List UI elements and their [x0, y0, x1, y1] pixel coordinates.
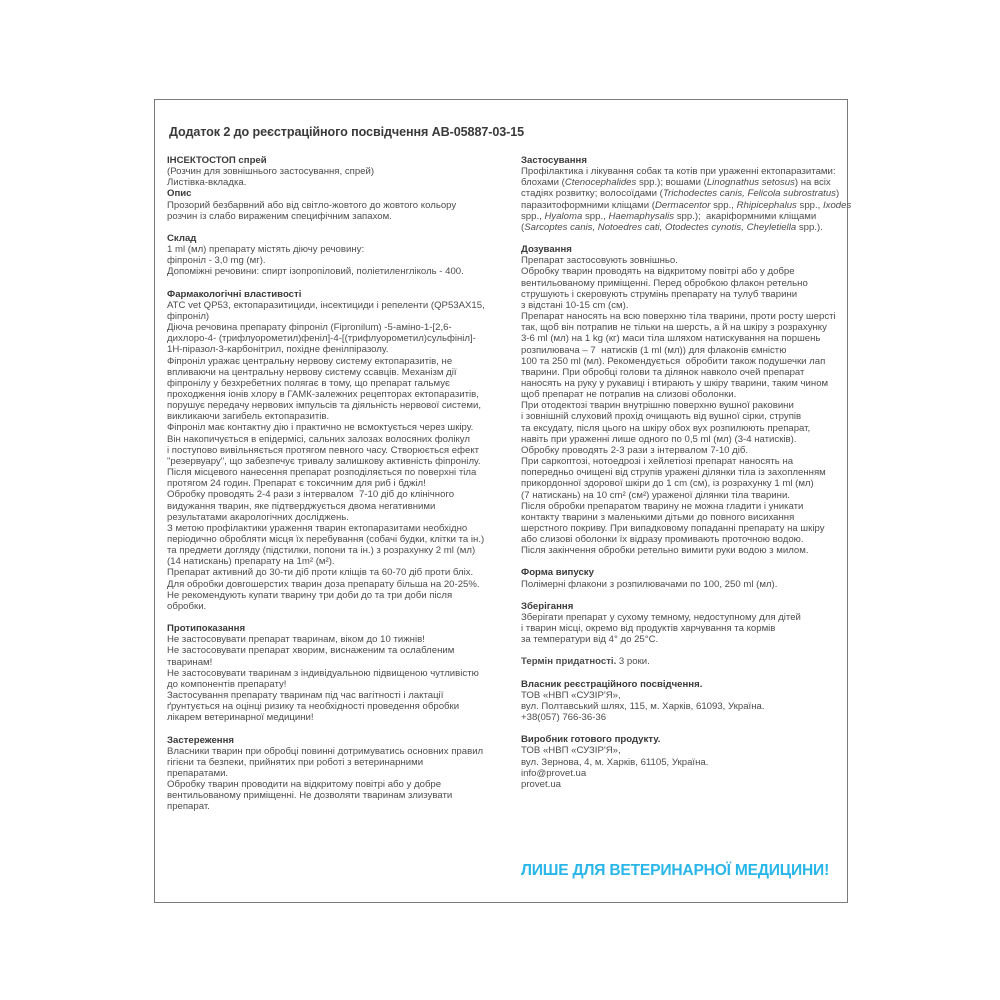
contraindications-line: лікарем ветеринарної медицини!: [167, 712, 314, 724]
pharmacology-line: результатами акарологічних досліджень.: [167, 511, 349, 523]
manufacturer-heading: Виробник готового продукту.: [521, 734, 661, 746]
pharmacology-line: Фіпроніл уражає центральну нервову систему ектопаразитів, не: [167, 355, 453, 367]
dosage-line: Препарат застосовують зовнішньо.: [521, 255, 678, 267]
dosage-line: так, щоб він потрапив не тільки на шерсть, а й на шкіру з розрахунку: [521, 322, 827, 334]
pharmacology-heading: Фармакологічні властивості: [167, 288, 302, 300]
contraindications-line: тваринам!: [167, 656, 213, 668]
product-line: Листівка-вкладка.: [167, 177, 247, 189]
contraindications-line: до компонентів препарату!: [167, 678, 287, 690]
warnings-line: препаратами.: [167, 767, 229, 779]
pharmacology-line: Обробку проводять 2-4 рази з інтервалом 7-10 діб до клінічного: [167, 489, 455, 501]
storage-line: і тварин місці, окремо від продуктів харчування та кормів: [521, 623, 776, 635]
pharmacology-line: впливаючи на центральну нервову систему ссавців. Механізм дії: [167, 366, 457, 378]
dosage-line: тварини. При обробці голови та ділянок навколо очей препарат: [521, 366, 805, 378]
pharmacology-line: протягом 24 годин. Препарат є токсичним для риб і бджіл!: [167, 478, 426, 490]
pharmacology-line: і поступово вивільняється протягом певного часу. Створюється ефект: [167, 444, 480, 456]
warnings-heading: Застереження: [167, 734, 234, 746]
usage-line: стадіях розвитку; волосоїдами (Trichodectes canis, Felicola subrostratus): [521, 188, 840, 200]
contraindications-line: ґрунтується на оцінці ризику та необхідності проведення обробки: [167, 701, 460, 713]
pharmacology-line: "резервуару", що забезпечує тривалу залишкову активність фіпронілу.: [167, 455, 481, 467]
veterinary-only-slogan: ЛИШЕ ДЛЯ ВЕТЕРИНАРНОЇ МЕДИЦИНИ!: [521, 862, 830, 879]
pharmacology-line: видужання тварин, яке підтверджується двома негативними: [167, 500, 436, 512]
contraindications-line: Не застосовувати тваринам з індивідуальною підвищеною чутливістю: [167, 667, 479, 679]
manufacturer-line: вул. Зернова, 4, м. Харків, 61105, Україна.: [521, 756, 709, 768]
composition-line: фіпроніл - 3,0 mg (мг).: [167, 255, 266, 267]
dosage-line: і зовнішній слуховий прохід очищають від вушної сірки, струпів: [521, 411, 802, 423]
owner-heading: Власник реєстраційного посвідчення.: [521, 678, 703, 690]
release-form-line: Полімерні флакони з розпилювачами по 100, 250 ml (мл).: [521, 578, 778, 590]
contraindications-line: Не застосовувати препарат хворим, виснаженим та ослабленим: [167, 645, 455, 657]
storage-line: за температури від 4° до 25°С.: [521, 634, 659, 646]
dosage-line: щоб препарат не потрапив на слизові оболонки.: [521, 389, 737, 401]
pharmacology-line: фіпронілу у безхребетних полягає в тому, що препарат гальмує: [167, 377, 450, 389]
dosage-line: Обробку тварин проводять на відкритому повітрі або у добре: [521, 266, 795, 278]
manufacturer-email: info@provet.ua: [521, 767, 587, 779]
dosage-line: 100 та 250 ml (мл). Рекомендується обробити також подушечки лап: [521, 355, 826, 367]
pharmacology-line: порушує передачу нервових імпульсів та діяльність нервової системи,: [167, 400, 482, 412]
warnings-line: препарат.: [167, 801, 210, 813]
storage-heading: Зберігання: [521, 600, 574, 612]
description-line: Прозорий безбарвний або від світло-жовтого до жовтого кольору: [167, 199, 457, 211]
composition-line: Допоміжні речовини: спирт ізопропіловий, поліетиленгліколь - 400.: [167, 266, 464, 278]
shelf-life: Термін придатності. 3 роки.: [521, 656, 650, 668]
right-column: [521, 155, 852, 790]
composition-heading: Склад: [167, 232, 197, 244]
dosage-line: попередньо очищені від струпів уражені ділянки тіла із захопленням: [521, 467, 826, 479]
dosage-line: з відстані 10-15 cm (см).: [521, 299, 629, 311]
contraindications-heading: Протипоказання: [167, 623, 246, 635]
pharmacology-line: Після місцевого нанесення препарат розподіляється по поверхні тіла: [167, 467, 477, 479]
manufacturer-website: provet.ua: [521, 778, 562, 790]
leaflet-sheet: [154, 99, 852, 903]
storage-line: Зберігати препарат у сухому темному, недоступному для дітей: [521, 611, 801, 623]
dosage-line: струшують і скеровують струмінь препарату на тулуб тварини: [521, 288, 798, 300]
pharmacology-line: фіпроніл): [167, 310, 210, 322]
dosage-line: Препарат наносять на всю поверхню тіла тварини, проти росту шерсті: [521, 311, 836, 323]
owner-line: ТОВ «НВП «СУЗІР'Я»,: [521, 689, 621, 701]
pharmacology-line: Не рекомендують купати тварину три доби до та три доби після: [167, 589, 453, 601]
release-form-heading: Форма випуску: [521, 567, 594, 579]
product-name: ІНСЕКТОСТОП спрей: [167, 155, 267, 166]
pharmacology-line: дихлоро-4- (трифлуорометил)феніл]-4-[(трифлуорометил)сульфініл]-: [167, 333, 476, 345]
pharmacology-line: періодично обробляти місця їх перебування (собачі будки, клітки та ін.): [167, 534, 485, 545]
dosage-line: або слизові оболонки їх відразу промивають проточною водою.: [521, 534, 804, 546]
left-column: [167, 155, 489, 813]
warnings-line: вентильованому приміщенні. Не дозволяти тваринам злизувати: [167, 790, 453, 802]
dosage-line: розпилювача – 7 натисків (1 ml (мл)) для флаконів ємністю: [521, 344, 787, 356]
warnings-line: Власники тварин при обробці повинні дотримуватись основних правил: [167, 745, 484, 757]
composition-line: 1 ml (мл) препарату містять діючу речовину:: [167, 244, 365, 256]
contraindications-line: Застосування препарату тваринам під час вагітності і лактації: [167, 690, 444, 702]
manufacturer-line: ТОВ «НВП «СУЗІР'Я»,: [521, 745, 621, 757]
pharmacology-line: ATC vet QP53, ектопаразитициди, інсектициди і репеленти (QP53AX15,: [167, 299, 485, 311]
usage-line: (Sarcoptes canis, Notoedres cati, Otodectes cynotis, Cheyletiella spp.).: [521, 221, 823, 233]
pharmacology-line: З метою профілактики ураження тварин ектопаразитами необхідно: [167, 522, 468, 534]
pharmacology-line: проходження іонів хлору в ГАМК-залежних рецепторах ектопаразитів,: [167, 388, 479, 400]
dosage-line: Після обробки препаратом тварину не можна гладити і уникати: [521, 500, 804, 512]
dosage-line: При саркоптозі, нотоедрозі і хейлетіозі препарат наносять на: [521, 456, 794, 468]
owner-phone: +38(057) 766-36-36: [521, 712, 607, 724]
dosage-line: та ексудату, після цього на шкіру обох вух розпилюють препарат,: [521, 422, 811, 434]
pharmacology-line: обробки.: [167, 600, 207, 612]
pharmacology-line: Фіпроніл має контактну дію і практично не всмоктується через шкіру.: [167, 422, 474, 434]
owner-line: вул. Полтавський шлях, 115, м. Харків, 61093, Україна.: [521, 700, 765, 712]
dosage-line: (7 натискань) на 10 cm² (см²) ураженої ділянки тіла тварини.: [521, 489, 790, 501]
dosage-line: контакту тварини з маленькими дітьми до повного висихання: [521, 511, 795, 523]
usage-line: блохами (Ctenocephalides spp.); вошами (Linognathus setosus) на всіх: [521, 177, 831, 189]
dosage-line: прикордонної здорової шкіри до 1 cm (см), із розрахунку 1 ml (мл): [521, 478, 814, 490]
dosage-line: Обробку проводять 2-3 рази з інтервалом 7-10 діб.: [521, 444, 749, 456]
warnings-line: гігієни та безпеки, прийнятих при роботі з ветеринарними: [167, 756, 424, 768]
document-title: Додаток 2 до реєстраційного посвідчення АВ-05887-03-15: [169, 125, 525, 139]
product-line: (Розчин для зовнішнього застосування, спрей): [167, 166, 375, 178]
dosage-heading: Дозування: [521, 244, 572, 256]
usage-line: Профілактика і лікування собак та котів при ураженні ектопаразитами:: [521, 166, 836, 178]
pharmacology-line: Діюча речовина препарату фіпроніл (Fipronilum) -5-аміно-1-[2,6-: [167, 322, 452, 334]
pharmacology-line: Для обробки довгошерстих тварин доза препарату більша на 20-25%.: [167, 578, 480, 590]
contraindications-line: Не застосовувати препарат тваринам, віком до 10 тижнів!: [167, 634, 425, 646]
dosage-line: наносять на руку у рукавиці і втирають у шкіру тварини, таким чином: [521, 377, 829, 389]
dosage-line: вентильованому приміщенні. Перед обробкою флакон ретельно: [521, 277, 808, 289]
dosage-line: навіть при ураженні лише одного по 0,5 ml (мл) (3-4 натисків).: [521, 433, 797, 445]
pharmacology-line: Препарат активний до 30-ти діб проти кліщів та 60-70 діб проти бліх.: [167, 567, 474, 579]
dosage-line: 3-6 ml (мл) на 1 kg (кг) маси тіла шляхом натискування на поршень: [521, 333, 821, 345]
warnings-line: Обробку тварин проводити на відкритому повітрі або у добре: [167, 779, 442, 791]
dosage-line: Після закінчення обробки ретельно вимити руки водою з милом.: [521, 545, 809, 557]
dosage-line: шерстного покриву. При випадковому попаданні препарату на шкіру: [521, 523, 825, 534]
usage-line: spp., Hyaloma spp., Haemaphysalis spp.); акарiформними кліщами: [521, 210, 817, 222]
description-heading: Опис: [167, 188, 192, 200]
dosage-line: При отодектозі тварин внутрішню поверхню вушної раковини: [521, 400, 794, 412]
pharmacology-line: (14 натискань) препарату на 1m² (м²).: [167, 556, 335, 568]
usage-line: паразитоформними кліщами (Dermacentor spp., Rhipicephalus spp., Ixodes: [521, 199, 852, 211]
pharmacology-line: 1Н-піразол-3-карбонітрил, похідне фенілпіразолу.: [167, 344, 389, 356]
pharmacology-line: Він накопичується в епідермісі, сальних залозах волосяних фолікул: [167, 433, 470, 445]
pharmacology-line: та предмети догляду (підстилки, попони та ін.) з розрахунку 2 ml (мл): [167, 545, 476, 557]
pharmacology-line: викликаючи загибель ектопаразитів.: [167, 411, 330, 423]
description-line: розчин із слабо вираженим специфічним запахом.: [167, 210, 392, 222]
usage-heading: Застосування: [521, 155, 587, 166]
